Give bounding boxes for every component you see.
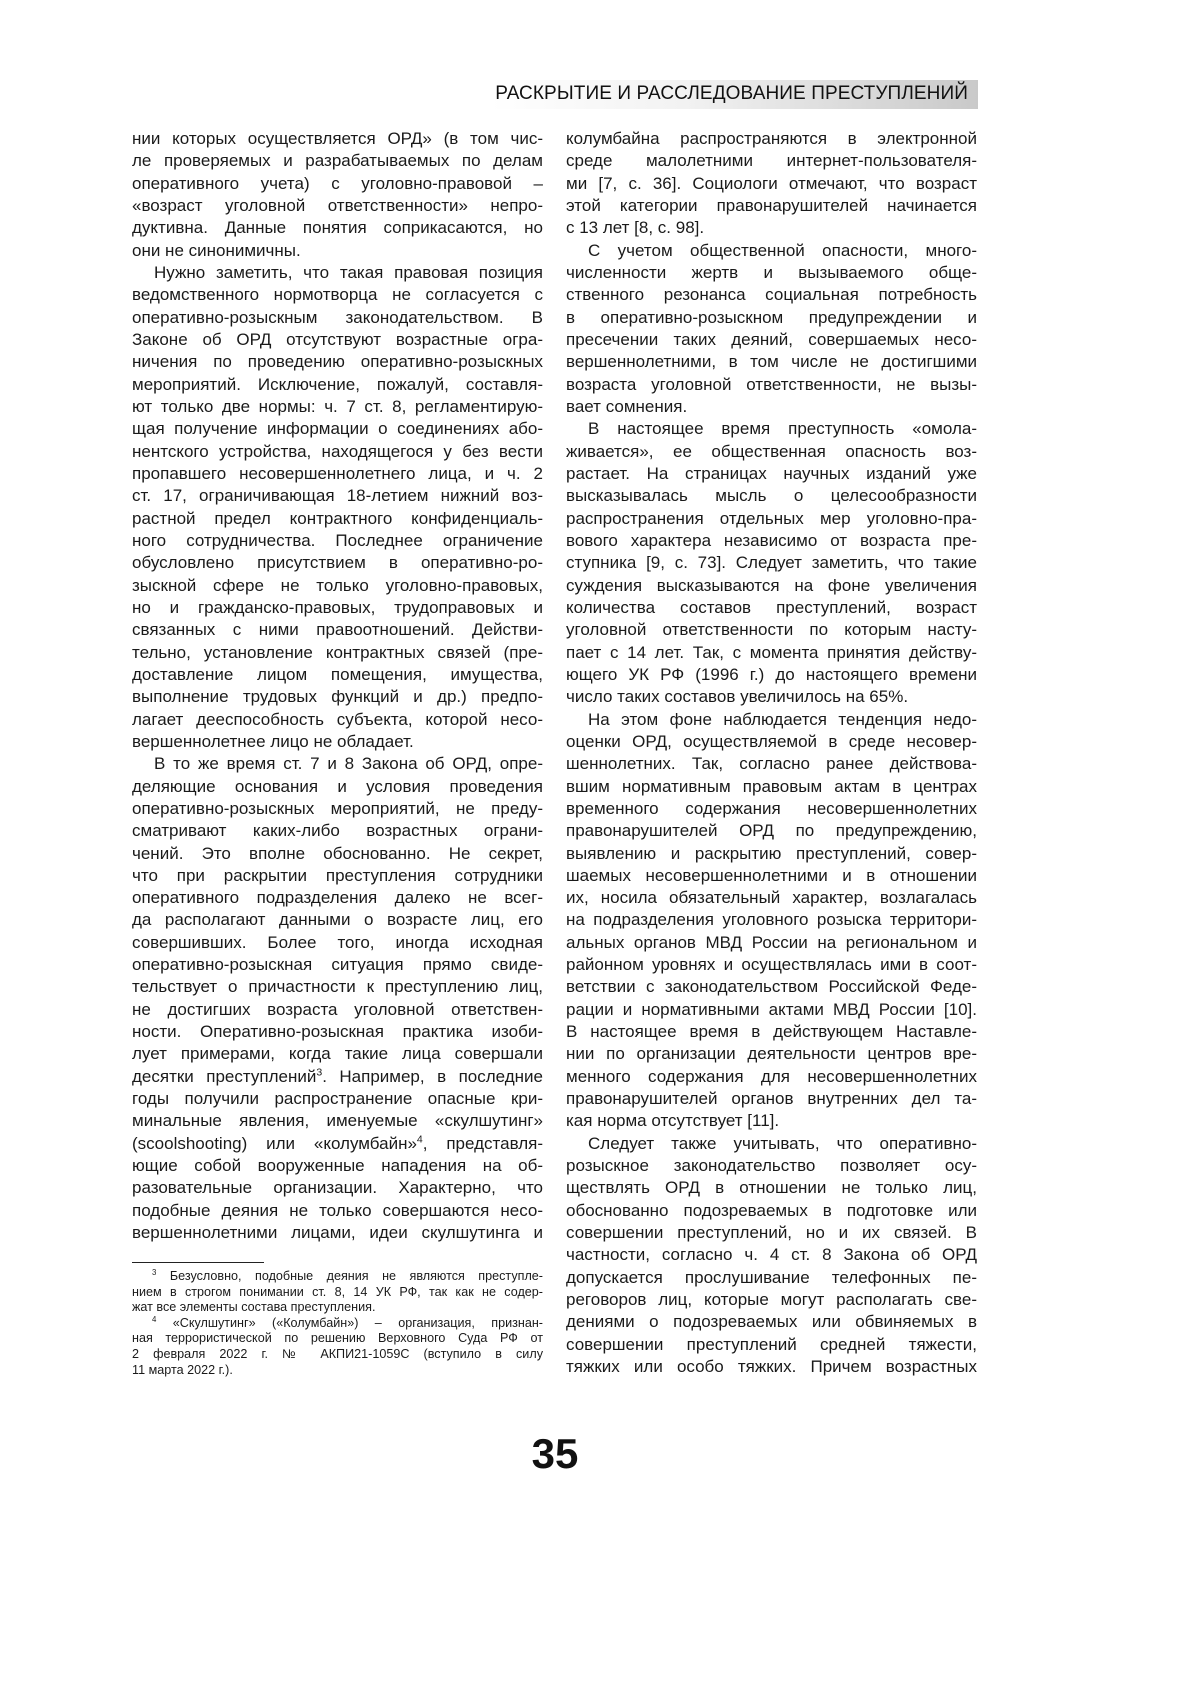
text-line: распространения отдельных мер уголовно-пра- bbox=[566, 508, 977, 530]
text-line: лагает дееспособность субъекта, которой несо- bbox=[132, 709, 543, 731]
footnote bbox=[132, 1269, 543, 1316]
text-line: что при раскрытии преступления сотрудники bbox=[132, 865, 543, 887]
text-line: кая норма отсутствует [11]. bbox=[566, 1110, 977, 1132]
footnotes bbox=[132, 1262, 543, 1378]
footnote-marker: 3 bbox=[316, 1066, 322, 1078]
text-line: в оперативно-розыскном предупреждении и bbox=[566, 307, 977, 329]
text-line: ле проверяемых и разрабатываемых по делам bbox=[132, 150, 543, 172]
text-line: ничения по проведению оперативно-розыскных bbox=[132, 351, 543, 373]
text-line: оперативного учета) с уголовно-правовой – bbox=[132, 173, 543, 195]
text-line: дуктивна. Данные понятия соприкасаются, но bbox=[132, 217, 543, 239]
paragraph bbox=[566, 1133, 977, 1379]
text-line: В то же время ст. 7 и 8 Закона об ОРД, опре- bbox=[132, 753, 543, 775]
footnote-line: жат все элементы состава преступления. bbox=[132, 1300, 543, 1316]
text-line: зыскной сфере не только уголовно-правовых, bbox=[132, 575, 543, 597]
text-line: вового характера независимо от возраста пре- bbox=[566, 530, 977, 552]
page-number: 35 bbox=[0, 1430, 1110, 1478]
footnote-line: нием в строгом понимании ст. 8, 14 УК РФ, так как не содер- bbox=[132, 1285, 543, 1301]
text-line: нии которых осуществляется ОРД» (в том чис- bbox=[132, 128, 543, 150]
footnote-line: 2 февраля 2022 г. № АКПИ21-1059С (вступило в силу bbox=[132, 1347, 543, 1363]
left-column bbox=[132, 128, 543, 1244]
text-line: их, носила обязательный характер, возлагалась bbox=[566, 887, 977, 909]
text-line: с 13 лет [8, с. 98]. bbox=[566, 217, 977, 239]
text-line: ветствии с законодательством Российской Феде- bbox=[566, 976, 977, 998]
text-line: возраста уголовной ответственности, не вызы- bbox=[566, 374, 977, 396]
text-line: число таких составов увеличилось на 65%. bbox=[566, 686, 977, 708]
text-line: да располагают данными о возрасте лиц, его bbox=[132, 909, 543, 931]
text-line: растной предел контрактного конфиденциаль- bbox=[132, 508, 543, 530]
text-line: высказывалась мысль о целесообразности bbox=[566, 485, 977, 507]
footnote-marker: 4 bbox=[417, 1133, 423, 1145]
text-line: ющие собой вооруженные нападения на об- bbox=[132, 1155, 543, 1177]
text-line: мероприятий. Исключение, пожалуй, составля- bbox=[132, 374, 543, 396]
text-line: Следует также учитывать, что оперативно- bbox=[566, 1133, 977, 1155]
text-line: Законе об ОРД отсутствуют возрастные огра- bbox=[132, 329, 543, 351]
text-line: уголовной ответственности по которым насту- bbox=[566, 619, 977, 641]
text-line: правонарушителей органов внутренних дел та- bbox=[566, 1088, 977, 1110]
text-line: шеннолетних. Так, согласно ранее действова- bbox=[566, 753, 977, 775]
text-line: выявлению и раскрытию преступлений, совер- bbox=[566, 843, 977, 865]
footnote-line: 11 марта 2022 г.). bbox=[132, 1363, 543, 1379]
text-line: ного сотрудничества. Последнее ограничение bbox=[132, 530, 543, 552]
text-line: допускается прослушивание телефонных пе- bbox=[566, 1267, 977, 1289]
text-line: нентского устройства, находящегося у без вести bbox=[132, 441, 543, 463]
text-line: совершении преступлений, но и их связей. В bbox=[566, 1222, 977, 1244]
text-line: совершении преступлений средней тяжести, bbox=[566, 1334, 977, 1356]
text-line: менного содержания для несовершеннолетних bbox=[566, 1066, 977, 1088]
text-line: оперативно-розыскная ситуация прямо свиде- bbox=[132, 954, 543, 976]
text-line: ступника [9, с. 73]. Следует заметить, что такие bbox=[566, 552, 977, 574]
text-line: разовательные организации. Характерно, что bbox=[132, 1177, 543, 1199]
text-line: розыскное законодательство позволяет осу- bbox=[566, 1155, 977, 1177]
text-line: щая получение информации о соединениях або- bbox=[132, 418, 543, 440]
footnote-line: 4 «Скулшутинг» («Колумбайн») – организация, признан- bbox=[132, 1316, 543, 1332]
text-line: ст. 17, ограничивающая 18-летием нижний воз- bbox=[132, 485, 543, 507]
text-line: тельно, установление контрактных связей (пре- bbox=[132, 642, 543, 664]
text-line: оценки ОРД, осуществляемой в среде несовер- bbox=[566, 731, 977, 753]
text-line: Нужно заметить, что такая правовая позиция bbox=[132, 262, 543, 284]
text-line: чений. Это вполне обоснованно. Не секрет, bbox=[132, 843, 543, 865]
text-line: вершеннолетнее лицо не обладает. bbox=[132, 731, 543, 753]
paragraph bbox=[566, 418, 977, 708]
text-line: нии по организации деятельности центров вре- bbox=[566, 1043, 977, 1065]
text-line: колумбайна распространяются в электронной bbox=[566, 128, 977, 150]
text-line: минальные явления, именуемые «скулшутинг» bbox=[132, 1110, 543, 1132]
text-line: численности жертв и вызываемого обще- bbox=[566, 262, 977, 284]
text-line: живается», ее общественная опасность воз- bbox=[566, 441, 977, 463]
right-column bbox=[566, 128, 977, 1378]
footnote-line: 3 Безусловно, подобные деяния не являются преступле- bbox=[132, 1269, 543, 1285]
text-line: На этом фоне наблюдается тенденция недо- bbox=[566, 709, 977, 731]
text-line: этой категории правонарушителей начинается bbox=[566, 195, 977, 217]
text-line: рации и нормативными актами МВД России [10]. bbox=[566, 999, 977, 1021]
text-line: десятки преступлений3. Например, в последние bbox=[132, 1066, 543, 1088]
text-line: лует примерами, когда такие лица совершали bbox=[132, 1043, 543, 1065]
footnote-marker: 4 bbox=[152, 1315, 156, 1324]
text-line: не достигших возраста уголовной ответствен- bbox=[132, 999, 543, 1021]
text-line: реговоров лиц, которые могут располагать све- bbox=[566, 1289, 977, 1311]
text-line: суждения высказываются на фоне увеличения bbox=[566, 575, 977, 597]
text-line: оперативно-розыскных мероприятий, не преду- bbox=[132, 798, 543, 820]
running-header: РАСКРЫТИЕ И РАССЛЕДОВАНИЕ ПРЕСТУПЛЕНИЙ bbox=[495, 83, 968, 105]
text-line: связанных с ними правоотношений. Действи- bbox=[132, 619, 543, 641]
text-line: С учетом общественной опасности, много- bbox=[566, 240, 977, 262]
footnote bbox=[132, 1316, 543, 1378]
text-line: (scoolshooting) или «колумбайн»4, представля- bbox=[132, 1133, 543, 1155]
text-line: обусловлено присутствием в оперативно-ро- bbox=[132, 552, 543, 574]
text-line: вшим нормативным правовым актам в центрах bbox=[566, 776, 977, 798]
text-line: вает сомнения. bbox=[566, 396, 977, 418]
text-line: годы получили распространение опасные кри- bbox=[132, 1088, 543, 1110]
text-line: сматривают каких-либо возрастных ограни- bbox=[132, 820, 543, 842]
text-line: тельствует о причастности к преступлению лиц, bbox=[132, 976, 543, 998]
text-line: деляющие основания и условия проведения bbox=[132, 776, 543, 798]
text-line: среде малолетними интернет-пользователя- bbox=[566, 150, 977, 172]
text-line: шаемых несовершеннолетними и в отношении bbox=[566, 865, 977, 887]
text-line: районном уровнях и осуществлялась ими в соот- bbox=[566, 954, 977, 976]
text-line: ми [7, с. 36]. Социологи отмечают, что возраст bbox=[566, 173, 977, 195]
text-line: оперативного подразделения далеко не всег- bbox=[132, 887, 543, 909]
text-line: ющего УК РФ (1996 г.) до настоящего времени bbox=[566, 664, 977, 686]
text-line: растает. На страницах научных изданий уже bbox=[566, 463, 977, 485]
paragraph bbox=[566, 240, 977, 419]
text-line: частности, согласно ч. 4 ст. 8 Закона об ОРД bbox=[566, 1244, 977, 1266]
paragraph bbox=[566, 709, 977, 1133]
text-line: дениями о подозреваемых или обвиняемых в bbox=[566, 1311, 977, 1333]
text-line: оперативно-розыскным законодательством. В bbox=[132, 307, 543, 329]
text-line: правонарушителей ОРД по предупреждению, bbox=[566, 820, 977, 842]
text-line: «возраст уголовной ответственности» непро- bbox=[132, 195, 543, 217]
text-line: вершеннолетними лицами, идеи скулшутинга и bbox=[132, 1222, 543, 1244]
text-line: ществлять ОРД в отношении не только лиц, bbox=[566, 1177, 977, 1199]
footnote-line: ная террористической по решению Верховного Суда РФ от bbox=[132, 1331, 543, 1347]
text-line: ственного резонанса социальная потребность bbox=[566, 284, 977, 306]
paragraph bbox=[566, 128, 977, 240]
text-line: совершивших. Более того, иногда исходная bbox=[132, 932, 543, 954]
paragraph bbox=[132, 753, 543, 1244]
text-line: ности. Оперативно-розыскная практика изоби- bbox=[132, 1021, 543, 1043]
footnote-marker: 3 bbox=[152, 1268, 156, 1277]
text-line: доставление лицом помещения, имущества, bbox=[132, 664, 543, 686]
footnote-list bbox=[132, 1269, 543, 1378]
text-line: ют только две нормы: ч. 7 ст. 8, регламентирую- bbox=[132, 396, 543, 418]
text-line: временного содержания несовершеннолетних bbox=[566, 798, 977, 820]
text-line: они не синонимичны. bbox=[132, 240, 543, 262]
paragraph bbox=[132, 128, 543, 262]
text-line: но и гражданско-правовых, трудоправовых и bbox=[132, 597, 543, 619]
text-line: тяжких или особо тяжких. Причем возрастных bbox=[566, 1356, 977, 1378]
text-line: пает с 14 лет. Так, с момента принятия действу- bbox=[566, 642, 977, 664]
text-line: В настоящее время преступность «омола- bbox=[566, 418, 977, 440]
text-line: В настоящее время в действующем Наставле- bbox=[566, 1021, 977, 1043]
text-line: на подразделения уголовного розыска территори- bbox=[566, 909, 977, 931]
text-line: количества составов преступлений, возраст bbox=[566, 597, 977, 619]
text-line: альных органов МВД России на региональном и bbox=[566, 932, 977, 954]
text-line: подобные деяния не только совершаются несо- bbox=[132, 1200, 543, 1222]
text-line: вершеннолетними, в том числе не достигшими bbox=[566, 351, 977, 373]
text-line: ведомственного нормотворца не согласуется с bbox=[132, 284, 543, 306]
text-line: пресечении таких деяний, совершаемых несо- bbox=[566, 329, 977, 351]
footnote-divider bbox=[132, 1262, 264, 1263]
paragraph bbox=[132, 262, 543, 753]
text-line: пропавшего несовершеннолетнего лица, и ч. 2 bbox=[132, 463, 543, 485]
text-line: обоснованно подозреваемых в подготовке или bbox=[566, 1200, 977, 1222]
text-line: выполнение трудовых функций и др.) предпо- bbox=[132, 686, 543, 708]
